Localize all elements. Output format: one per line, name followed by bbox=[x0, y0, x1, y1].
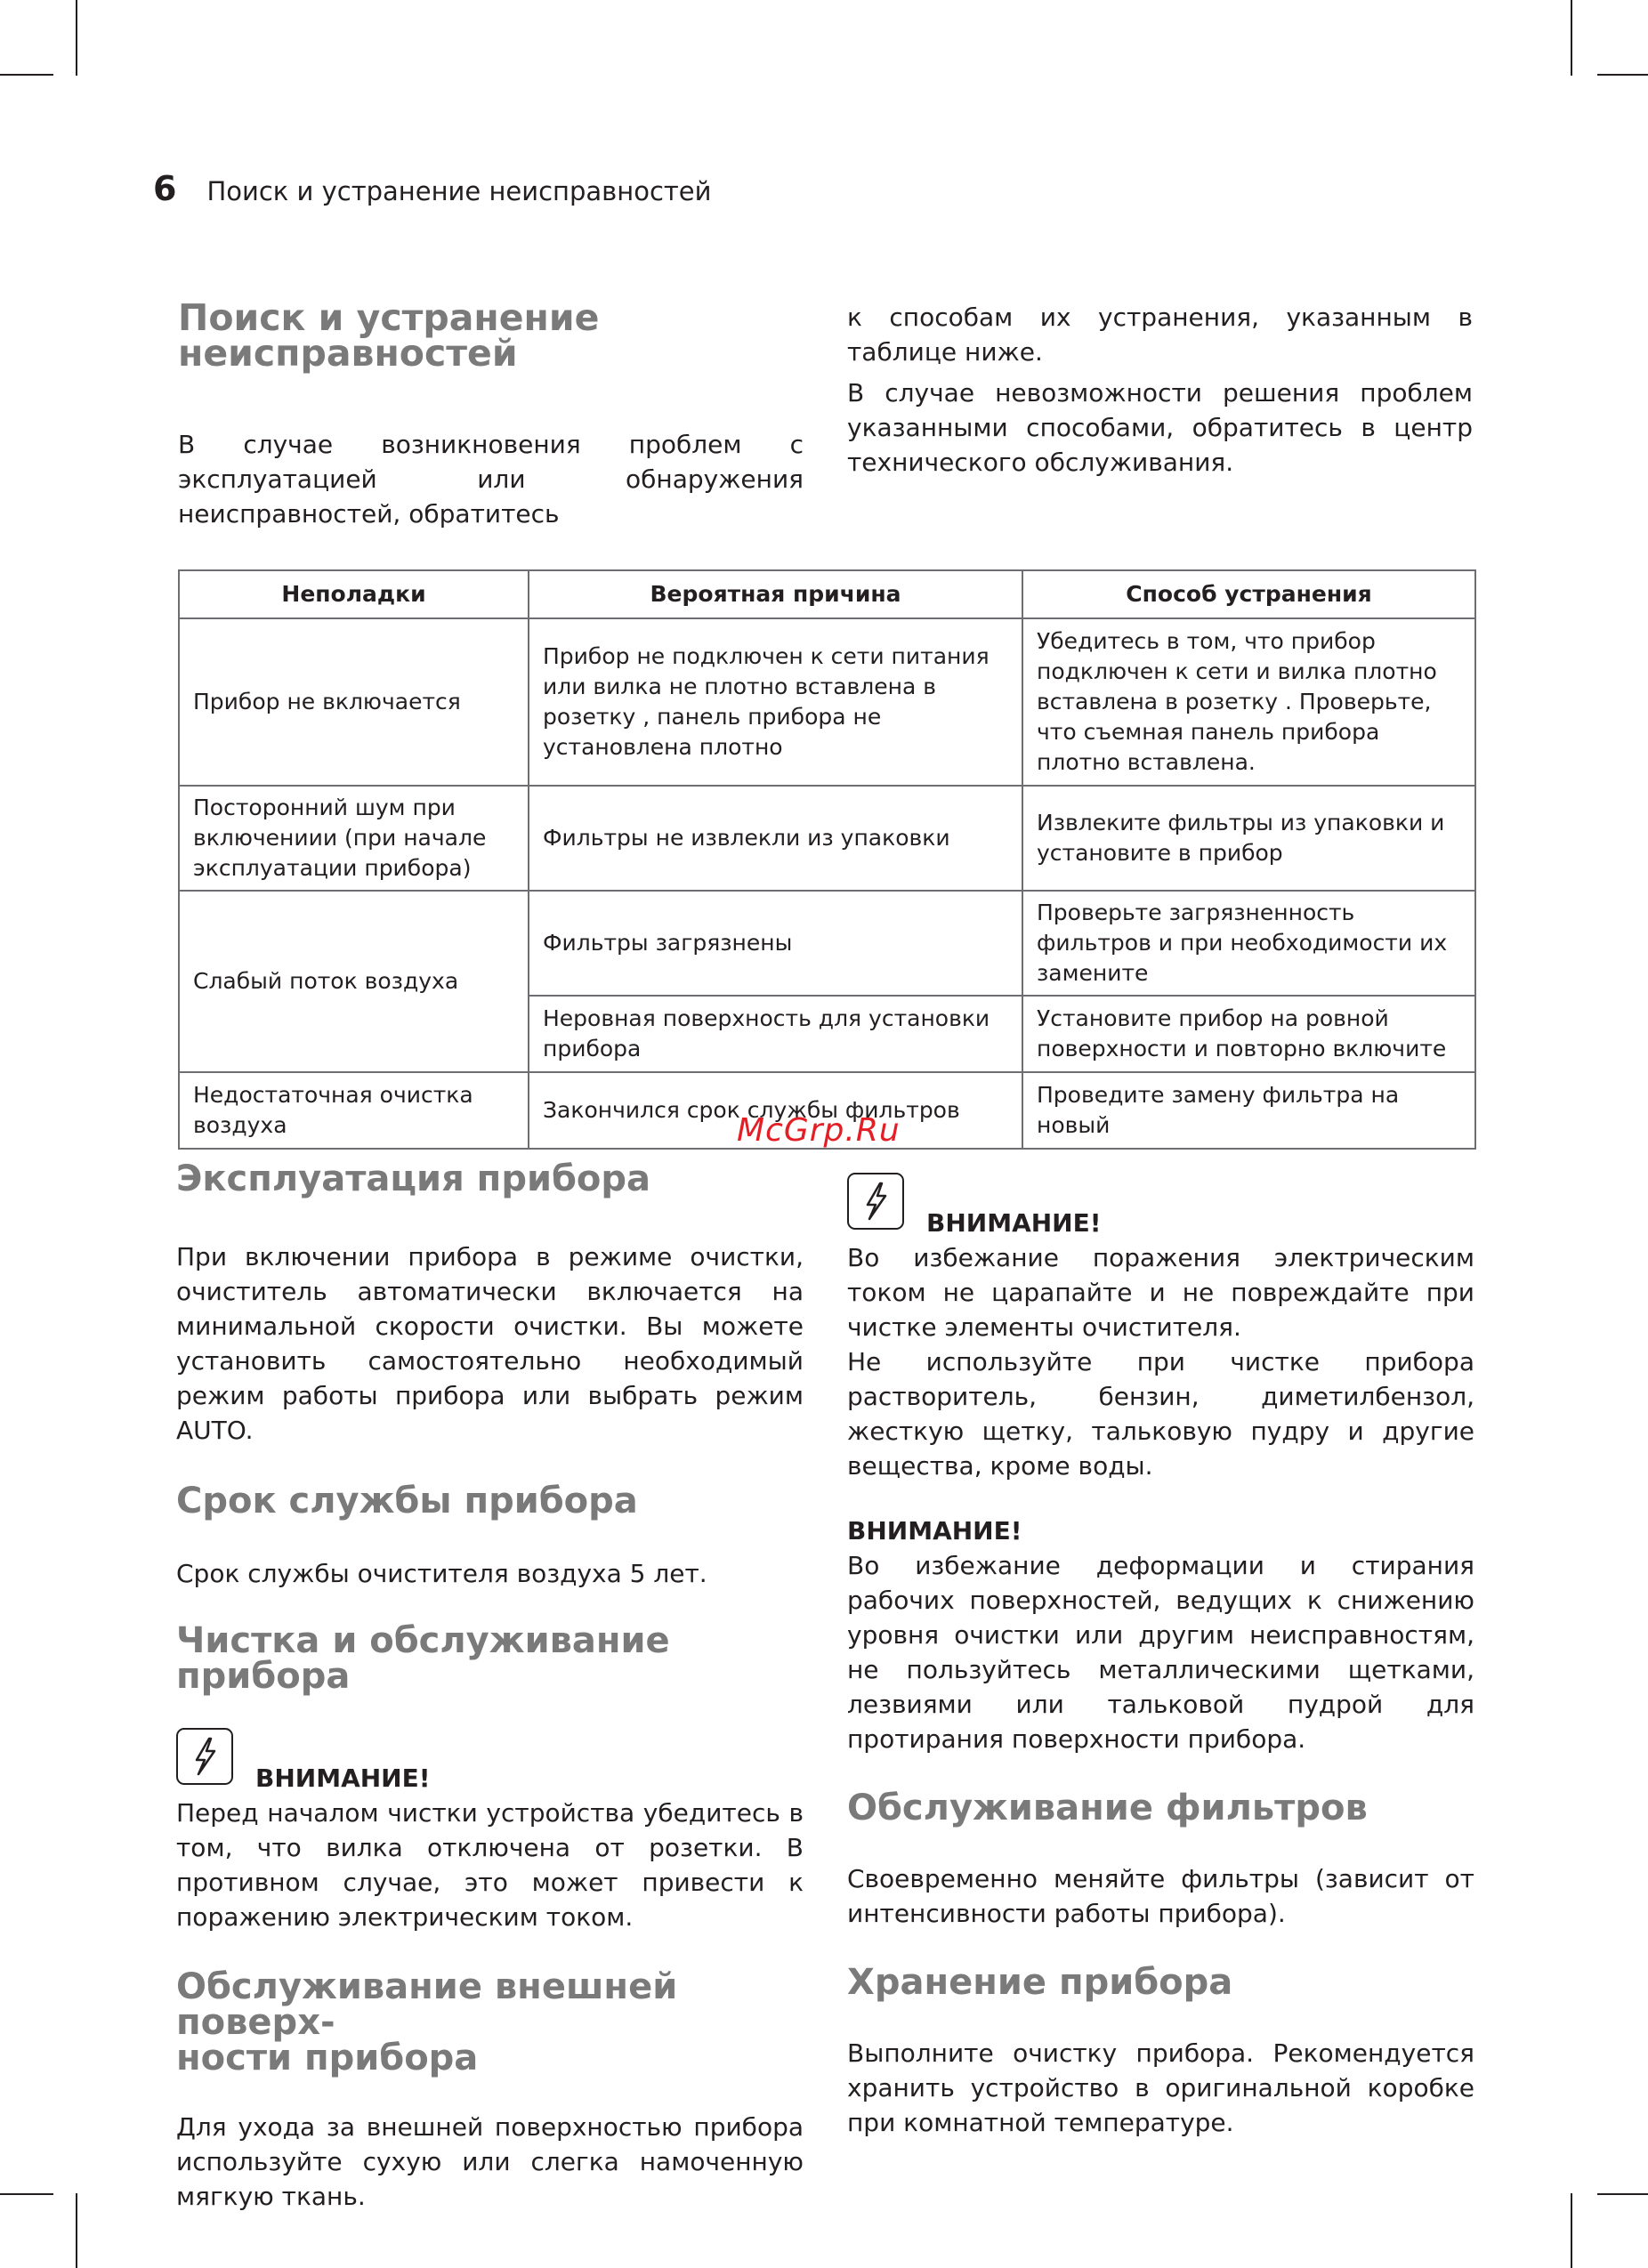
crop-mark bbox=[0, 74, 53, 76]
section-text: Своевременно меняйте фильтры (зависит от интенсивности работы прибора). bbox=[847, 1864, 1474, 1928]
warning-text: Во избежание деформации и стирания рабочих поверхностей, ведущих к снижению уровня очистки или другим неисправностям, не пользуйтесь металлическими щетками, лезвиями или тальковой пудрой для протирания поверхности прибора. bbox=[847, 1551, 1474, 1754]
section-title: Эксплуатация прибора bbox=[176, 1158, 651, 1199]
solution-cell: Проверьте загрязненность фильтров и при необходимости их замените bbox=[1022, 891, 1475, 996]
problem-cell: Посторонний шум при включениии (при начале эксплуатации прибора) bbox=[179, 786, 529, 891]
column-header: Способ устранения bbox=[1022, 570, 1475, 618]
crop-mark bbox=[1597, 2193, 1648, 2195]
cause-cell: Прибор не подключен к сети питания или вилка не плотно вставлена в розетку , панель прибора не установлена плотно bbox=[529, 618, 1022, 786]
intro-text-service: В случае невозможности решения проблем указанными способами, обратитесь в центр технического обслуживания. bbox=[847, 378, 1473, 477]
table-header-row bbox=[179, 570, 1475, 618]
solution-cell: Извлеките фильтры из упаковки и установите в прибор bbox=[1022, 786, 1475, 891]
warning-block bbox=[847, 1513, 1474, 1756]
right-column bbox=[847, 1173, 1474, 2140]
intro-text: В случае возникновения проблем с эксплуатацией или обнаружения неисправностей, обратитесь bbox=[178, 430, 804, 529]
electric-shock-warning-icon bbox=[176, 1728, 233, 1785]
section-title: Обслуживание фильтров bbox=[847, 1788, 1368, 1828]
section-title: Чистка и обслуживание прибора bbox=[176, 1620, 670, 1697]
warning-title: ВНИМАНИЕ! bbox=[926, 1208, 1102, 1238]
section-title: Хранение прибора bbox=[847, 1962, 1233, 2003]
crop-mark bbox=[1597, 74, 1648, 76]
running-title: Поиск и устранение неисправностей bbox=[206, 176, 712, 206]
warning-block bbox=[176, 1728, 804, 1934]
section-title: Обслуживание внешней поверх- ности прибора bbox=[176, 1966, 678, 2078]
cause-cell: Неровная поверхность для установки прибора bbox=[529, 996, 1022, 1072]
section-text: Для ухода за внешней поверхностью прибора используйте сухую или слегка намоченную мягкую ткань. bbox=[176, 2112, 804, 2211]
solution-cell: Проведите замену фильтра на новый bbox=[1022, 1072, 1475, 1149]
section-title: Срок службы прибора bbox=[176, 1481, 638, 1521]
warning-text: Во избежание поражения электрическим током не царапайте и не повреждайте при чистке элементы очистителя. bbox=[847, 1243, 1474, 1342]
crop-mark bbox=[1571, 2193, 1572, 2268]
crop-mark bbox=[1571, 0, 1572, 76]
problem-cell: Слабый поток воздуха bbox=[179, 891, 529, 1072]
warning-block bbox=[847, 1173, 1474, 1483]
page-header bbox=[153, 169, 712, 208]
table-row bbox=[179, 891, 1475, 996]
cause-cell: Фильтры не извлекли из упаковки bbox=[529, 786, 1022, 891]
section-text: При включении прибора в режиме очистки, очиститель автоматически включается на минимальной скорости очистки. Вы можете установить самостоятельно необходимый режим работы прибора или выбрать режим AUTO. bbox=[176, 1242, 804, 1445]
problem-cell: Прибор не включается bbox=[179, 618, 529, 786]
crop-mark bbox=[76, 2193, 77, 2268]
section-title: Поиск и устранение неисправностей bbox=[178, 296, 600, 375]
left-column bbox=[176, 1158, 804, 2214]
page-number: 6 bbox=[153, 169, 177, 208]
problem-cell: Недостаточная очистка воздуха bbox=[179, 1072, 529, 1149]
table-row bbox=[179, 618, 1475, 786]
section-text: Срок службы очистителя воздуха 5 лет. bbox=[176, 1559, 707, 1588]
warning-title: ВНИМАНИЕ! bbox=[255, 1764, 431, 1793]
column-header: Вероятная причина bbox=[529, 570, 1022, 618]
cause-cell: Закончился срок службы фильтров bbox=[529, 1072, 1022, 1149]
intro-right bbox=[847, 300, 1473, 480]
intro-left bbox=[178, 296, 804, 531]
section-text: Выполните очистку прибора. Рекомендуется хранить устройство в оригинальной коробке при комнатной температуре. bbox=[847, 2038, 1474, 2137]
solution-cell: Установите прибор на ровной поверхности и повторно включите bbox=[1022, 996, 1475, 1072]
column-header: Неполадки bbox=[179, 570, 529, 618]
solution-cell: Убедитесь в том, что прибор подключен к сети и вилка плотно вставлена в розетку . Проверьте, что съемная панель прибора плотно вставлена. bbox=[1022, 618, 1475, 786]
electric-shock-warning-icon bbox=[847, 1173, 904, 1230]
crop-mark bbox=[0, 2193, 53, 2195]
cause-cell: Фильтры загрязнены bbox=[529, 891, 1022, 996]
warning-title: ВНИМАНИЕ! bbox=[847, 1516, 1022, 1546]
troubleshooting-table bbox=[178, 569, 1476, 1150]
table-row bbox=[179, 786, 1475, 891]
crop-mark bbox=[76, 0, 77, 76]
warning-text: Не используйте при чистке прибора растворитель, бензин, диметилбензол, жесткую щетку, тальковую пудру и другие вещества, кроме воды. bbox=[847, 1347, 1474, 1481]
watermark: McGrp.Ru bbox=[737, 1112, 901, 1149]
intro-text-continued: к способам их устранения, указанным в таблице ниже. bbox=[847, 303, 1473, 367]
warning-text: Перед началом чистки устройства убедитесь в том, что вилка отключена от розетки. В противном случае, это может привести к поражению электрическим током. bbox=[176, 1798, 804, 1932]
